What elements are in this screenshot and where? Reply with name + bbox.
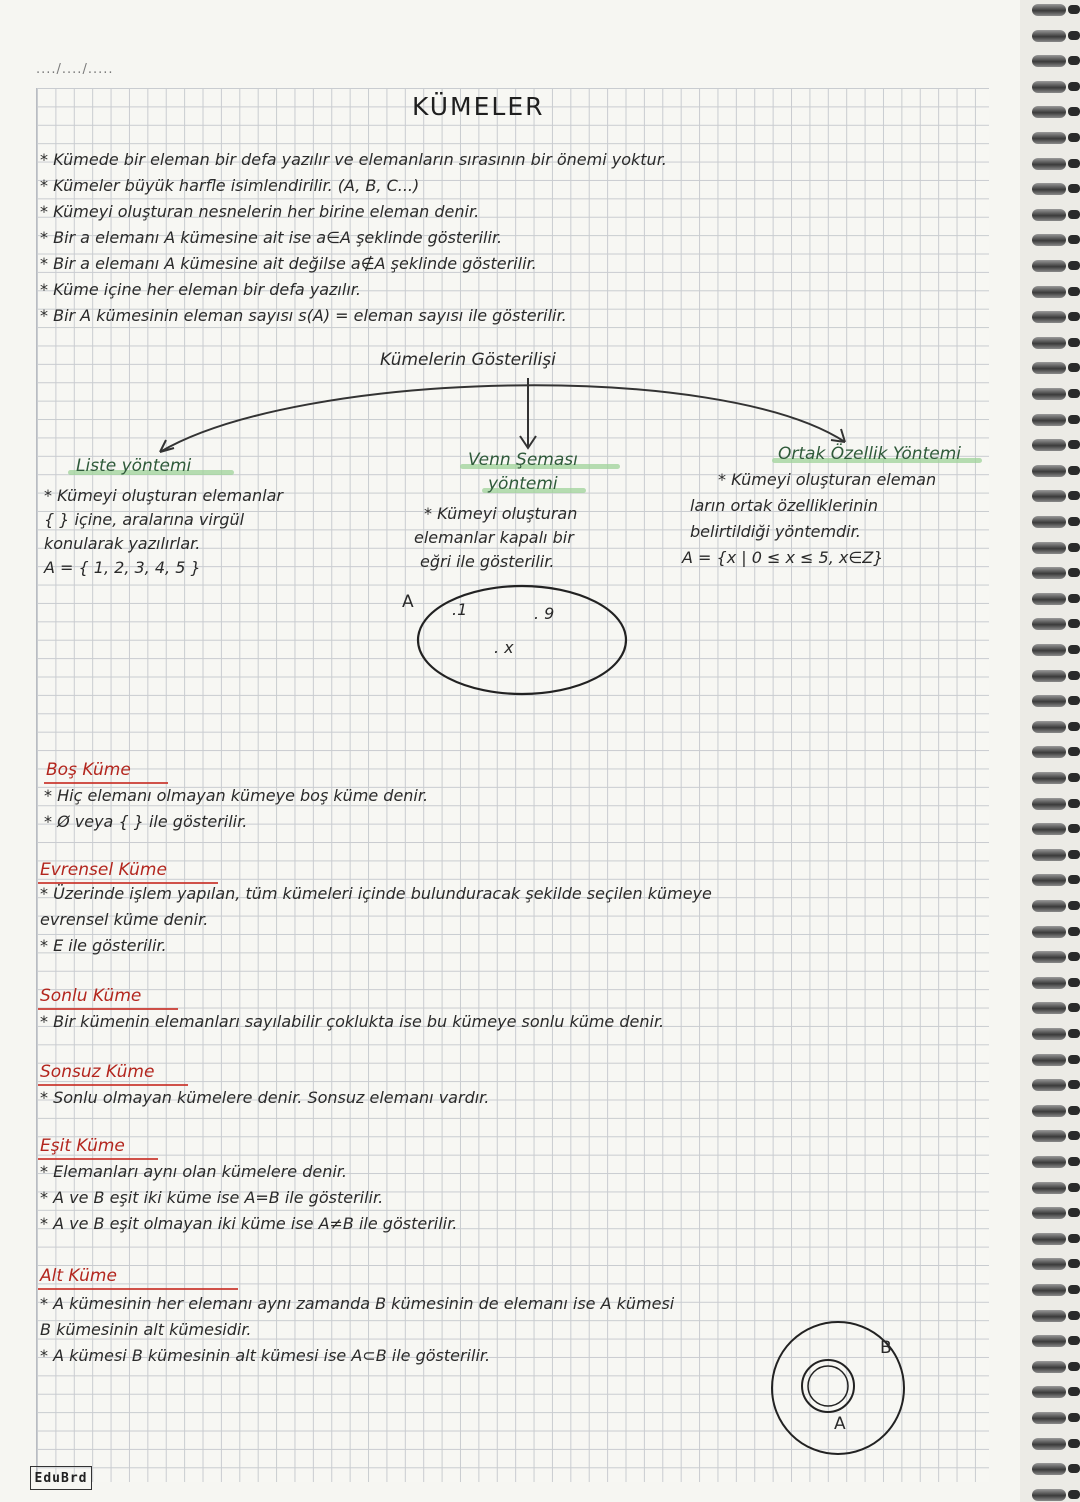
spiral-ring [1032,1130,1066,1142]
inner-set-circle [802,1360,854,1412]
intro-line: * Bir A kümesinin eleman sayısı s(A) = eleman sayısı ile gösterilir. [40,306,567,325]
intro-line: * Kümede bir eleman bir defa yazılır ve elemanların sırasının bir önemi yoktur. [40,150,667,169]
section-line: * Ø veya { } ile gösterilir. [44,812,248,831]
spiral-ring [1032,1438,1066,1450]
heading-underline [38,1084,188,1086]
spiral-ring [1032,1002,1066,1014]
section-line: B kümesinin alt kümesidir. [40,1320,252,1339]
spiral-ring [1032,132,1066,144]
venn-method-line: eğri ile gösterilir. [420,552,555,571]
section-heading: Sonlu Küme [40,986,142,1006]
spiral-binding [1020,0,1080,1502]
list-method-title: Liste yöntemi [76,456,192,476]
venn-method-title: yöntemi [488,474,558,494]
spiral-ring [1032,695,1066,707]
brand-logo: EduBrd [30,1466,92,1490]
spiral-ring [1032,721,1066,733]
spiral-ring [1032,30,1066,42]
spiral-ring [1032,158,1066,170]
section-line: * Bir kümenin elemanları sayılabilir çoklukta ise bu kümeye sonlu küme denir. [40,1012,665,1031]
spiral-ring [1032,644,1066,656]
spiral-ring [1032,106,1066,118]
spiral-ring [1032,542,1066,554]
venn-ellipse [418,586,626,694]
section-heading: Boş Küme [46,760,131,780]
section-heading: Alt Küme [40,1266,117,1286]
spiral-ring [1032,260,1066,272]
list-method-line: { } içine, aralarına virgül [44,510,245,529]
inner-set-label: A [834,1414,846,1434]
section-heading: Evrensel Küme [40,860,167,880]
intro-line: * Bir a elemanı A kümesine ait ise a∈A şeklinde gösterilir. [40,228,503,247]
outer-set-label: B [880,1338,892,1358]
spiral-ring [1032,1489,1066,1501]
spiral-ring [1032,1156,1066,1168]
spiral-ring [1032,4,1066,16]
venn-method-title: Venn Şeması [468,450,578,470]
spiral-ring [1032,926,1066,938]
section-line: * A kümesinin her elemanı aynı zamanda B kümesinin de elemanı ise A kümesi [40,1294,675,1313]
spiral-ring [1032,772,1066,784]
spiral-ring [1032,746,1066,758]
heading-underline [38,1158,158,1160]
venn-method-line: elemanlar kapalı bir [414,528,574,547]
section-line: * Sonlu olmayan kümelere denir. Sonsuz elemanı vardır. [40,1088,490,1107]
section-line: * Elemanları aynı olan kümelere denir. [40,1162,347,1181]
spiral-ring [1032,337,1066,349]
section-line: evrensel küme denir. [40,910,209,929]
section-line: * Üzerinde işlem yapılan, tüm kümeleri içinde bulunduracak şekilde seçilen kümeye [40,884,712,903]
spiral-ring [1032,1079,1066,1091]
spiral-ring [1032,1028,1066,1040]
spiral-ring [1032,1284,1066,1296]
spiral-ring [1032,55,1066,67]
spiral-ring [1032,900,1066,912]
intro-line: * Kümeyi oluşturan nesnelerin her birine eleman denir. [40,202,480,221]
intro-line: * Kümeler büyük harfle isimlendirilir. (A, B, C...) [40,176,420,195]
spiral-ring [1032,1386,1066,1398]
heading-underline [38,1288,238,1290]
spiral-ring [1032,1182,1066,1194]
spiral-ring [1032,593,1066,605]
spiral-ring [1032,874,1066,886]
spiral-ring [1032,1335,1066,1347]
spiral-ring [1032,1361,1066,1373]
spiral-ring [1032,1054,1066,1066]
spiral-ring [1032,311,1066,323]
spiral-ring [1032,977,1066,989]
list-method-example: A = { 1, 2, 3, 4, 5 } [44,558,201,577]
heading-underline [44,782,168,784]
spiral-ring [1032,1233,1066,1245]
spiral-ring [1032,516,1066,528]
section-line: * E ile gösterilir. [40,936,167,955]
venn-element: . x [494,638,514,657]
spiral-ring [1032,234,1066,246]
property-method-line: * Kümeyi oluşturan eleman [718,470,937,489]
spiral-ring [1032,490,1066,502]
spiral-ring [1032,1207,1066,1219]
spiral-ring [1032,849,1066,861]
representation-heading: Kümelerin Gösterilişi [380,350,556,370]
list-method-line: konularak yazılırlar. [44,534,201,553]
property-method-title: Ortak Özellik Yöntemi [778,444,961,464]
spiral-ring [1032,81,1066,93]
section-heading: Eşit Küme [40,1136,125,1156]
spiral-ring [1032,439,1066,451]
section-heading: Sonsuz Küme [40,1062,155,1082]
spiral-ring [1032,465,1066,477]
section-line: * A ve B eşit olmayan iki küme ise A≠B ile gösterilir. [40,1214,458,1233]
venn-element: .1 [452,600,468,619]
spiral-ring [1032,183,1066,195]
intro-line: * Bir a elemanı A kümesine ait değilse a∉A şeklinde gösterilir. [40,254,537,273]
venn-method-line: * Kümeyi oluşturan [424,504,578,523]
spiral-ring [1032,618,1066,630]
spiral-ring [1032,951,1066,963]
property-method-example: A = {x | 0 ≤ x ≤ 5, x∈Z} [682,548,884,567]
property-method-line: ların ortak özelliklerinin [690,496,878,515]
spiral-ring [1032,209,1066,221]
spiral-ring [1032,798,1066,810]
list-method-line: * Kümeyi oluşturan elemanlar [44,486,283,505]
spiral-ring [1032,1463,1066,1475]
heading-underline [38,1008,178,1010]
venn-set-label: A [402,592,414,612]
spiral-ring [1032,1105,1066,1117]
property-method-line: belirtildiği yöntemdir. [690,522,861,541]
spiral-ring [1032,567,1066,579]
intro-line: * Küme içine her eleman bir defa yazılır. [40,280,361,299]
page-title: KÜMELER [412,92,545,121]
date-placeholder: ..../..../..... [36,62,114,77]
spiral-ring [1032,1310,1066,1322]
section-line: * A kümesi B kümesinin alt kümesi ise A⊂B ile gösterilir. [40,1346,491,1365]
spiral-ring [1032,1258,1066,1270]
spiral-ring [1032,414,1066,426]
spiral-ring [1032,823,1066,835]
spiral-ring [1032,388,1066,400]
venn-element: . 9 [534,604,555,623]
section-line: * Hiç elemanı olmayan kümeye boş küme denir. [44,786,429,805]
spiral-ring [1032,362,1066,374]
spiral-ring [1032,286,1066,298]
spiral-ring [1032,1412,1066,1424]
section-line: * A ve B eşit iki küme ise A=B ile gösterilir. [40,1188,384,1207]
spiral-ring [1032,670,1066,682]
